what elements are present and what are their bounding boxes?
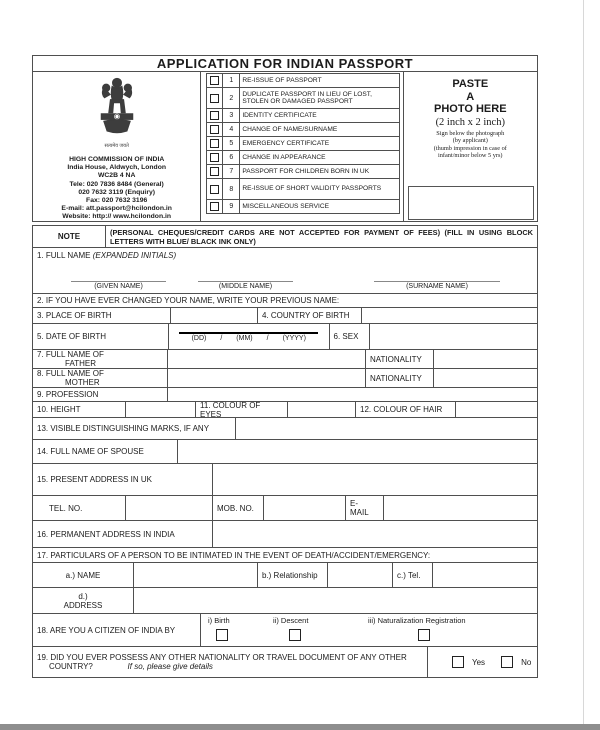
field-label-mother-name: 8. FULL NAME OF MOTHER bbox=[33, 369, 168, 387]
service-label: RE-ISSUE OF PASSPORT bbox=[242, 76, 322, 84]
field-label-emergency-tel: c.) Tel. bbox=[393, 563, 433, 587]
address-line: E-mail: att.passport@hcilondon.in bbox=[61, 205, 172, 213]
colour-of-hair-input[interactable] bbox=[456, 402, 537, 417]
sex-input[interactable] bbox=[370, 324, 538, 349]
photo-note-line: (by applicant) bbox=[452, 137, 488, 145]
field-label-spouse-name: 14. FULL NAME OF SPOUSE bbox=[33, 440, 178, 463]
field-label-father-name: 7. FULL NAME OF FATHER bbox=[33, 350, 168, 368]
yes-label: Yes bbox=[472, 657, 486, 667]
field-label-sex: 6. SEX bbox=[330, 324, 370, 349]
citizen-by-naturalization-checkbox[interactable] bbox=[418, 629, 430, 641]
field-label-colour-of-hair: 12. COLOUR OF HAIR bbox=[356, 402, 456, 417]
service-number: 9 bbox=[223, 200, 240, 213]
field-label-tel-no: TEL. NO. bbox=[33, 496, 126, 520]
mob-no-input[interactable] bbox=[264, 496, 346, 520]
citizen-by-birth-checkbox[interactable] bbox=[216, 629, 228, 641]
service-row bbox=[207, 200, 398, 214]
address-line: Website: http:// www.hcilondon.in bbox=[62, 213, 172, 221]
service-2-checkbox[interactable] bbox=[210, 94, 219, 103]
address-line: WC2B 4 NA bbox=[97, 172, 136, 180]
present-address-uk-input[interactable] bbox=[213, 464, 537, 495]
service-label: IDENTITY CERTIFICATE bbox=[242, 111, 317, 119]
emergency-name-input[interactable] bbox=[134, 563, 258, 587]
service-9-checkbox[interactable] bbox=[210, 202, 219, 211]
height-input[interactable] bbox=[126, 402, 196, 417]
field-label-emergency-name: a.) NAME bbox=[33, 563, 134, 587]
other-nationality-hint: If so, please give details bbox=[127, 662, 213, 671]
mm-label: (MM) bbox=[236, 334, 253, 342]
citizen-by-descent-checkbox[interactable] bbox=[289, 629, 301, 641]
slash: / bbox=[220, 334, 223, 342]
ashoka-emblem-icon bbox=[92, 76, 142, 138]
service-row bbox=[207, 123, 398, 137]
service-5-checkbox[interactable] bbox=[210, 139, 219, 148]
service-label: MISCELLANEOUS SERVICE bbox=[242, 202, 330, 210]
service-number: 8 bbox=[223, 179, 240, 199]
paste-photo-line: PHOTO HERE bbox=[434, 103, 507, 115]
service-3-checkbox[interactable] bbox=[210, 111, 219, 120]
mother-nationality-input[interactable] bbox=[434, 369, 537, 387]
slash: / bbox=[266, 334, 269, 342]
service-row bbox=[207, 74, 398, 88]
spouse-name-input[interactable] bbox=[178, 440, 537, 463]
no-label: No bbox=[521, 657, 532, 667]
place-of-birth-input[interactable] bbox=[171, 308, 258, 323]
field-label-email: E- MAIL bbox=[346, 496, 384, 520]
field-label-previous-name[interactable]: 2. IF YOU HAVE EVER CHANGED YOUR NAME, WRITE YOUR PREVIOUS NAME: bbox=[37, 296, 340, 305]
emergency-address-input[interactable] bbox=[134, 588, 537, 613]
citizen-by-naturalization-label: iii) Naturalization Registration bbox=[368, 616, 466, 625]
service-number: 5 bbox=[223, 137, 240, 150]
service-row bbox=[207, 109, 398, 123]
service-label: PASSPORT FOR CHILDREN BORN IN UK bbox=[242, 167, 370, 175]
note-text: (PERSONAL CHEQUES/CREDIT CARDS ARE NOT ACCEPTED FOR PAYMENT OF FEES) (FILL IN USING BLOCK LETTERS WITH BLUE/ BLACK INK ONLY) bbox=[110, 228, 533, 246]
field-label-other-nationality: 19. DID YOU EVER POSSESS ANY OTHER NATIONALITY OR TRAVEL DOCUMENT OF ANY OTHER COUNTRY? If so, please give details bbox=[33, 647, 428, 677]
field-label-country-of-birth: 4. COUNTRY OF BIRTH bbox=[258, 308, 362, 323]
colour-of-eyes-input[interactable] bbox=[288, 402, 356, 417]
photo-note-line: (thumb impression in case of bbox=[433, 144, 507, 152]
note-label: NOTE bbox=[33, 226, 106, 247]
field-label-present-address-uk: 15. PRESENT ADDRESS IN UK bbox=[33, 464, 213, 495]
service-6-checkbox[interactable] bbox=[210, 153, 219, 162]
service-number: 7 bbox=[223, 165, 240, 178]
service-7-checkbox[interactable] bbox=[210, 167, 219, 176]
no-checkbox[interactable] bbox=[501, 656, 513, 668]
service-label: CHANGE OF NAME/SURNAME bbox=[242, 125, 338, 133]
emergency-tel-input[interactable] bbox=[433, 563, 537, 587]
service-row bbox=[207, 151, 398, 165]
mother-nationality-label: NATIONALITY bbox=[366, 369, 434, 387]
photo-paste-area bbox=[404, 72, 537, 222]
field-row-full-name[interactable] bbox=[33, 248, 537, 294]
photo-note-line: infant/minor below 5 yrs) bbox=[438, 152, 503, 160]
distinguishing-marks-input[interactable] bbox=[236, 418, 537, 439]
service-4-checkbox[interactable] bbox=[210, 125, 219, 134]
photo-size-note: (2 inch x 2 inch) bbox=[435, 116, 505, 128]
yyyy-label: (YYYY) bbox=[282, 334, 306, 342]
service-label: EMERGENCY CERTIFICATE bbox=[242, 139, 330, 147]
page-bottom-bar bbox=[0, 724, 600, 730]
paste-photo-line: PASTE bbox=[452, 78, 489, 90]
field-label-height: 10. HEIGHT bbox=[33, 402, 126, 417]
dd-label: (DD) bbox=[191, 334, 207, 342]
citizen-by-birth-label: i) Birth bbox=[208, 616, 230, 625]
address-line: Fax: 020 7632 3196 bbox=[86, 197, 148, 205]
address-line: HIGH COMMISSION OF INDIA bbox=[69, 156, 165, 163]
surname-label: (SURNAME NAME) bbox=[374, 281, 500, 290]
service-number: 6 bbox=[223, 151, 240, 164]
mother-name-input[interactable] bbox=[168, 369, 366, 387]
citizen-by-descent-label: ii) Descent bbox=[273, 616, 309, 625]
profession-input[interactable] bbox=[168, 388, 537, 401]
service-label: DUPLICATE PASSPORT IN LIEU OF LOST, STOLEN OR DAMAGED PASSPORT bbox=[242, 90, 372, 105]
field-label-date-of-birth: 5. DATE OF BIRTH bbox=[33, 324, 169, 349]
service-8-checkbox[interactable] bbox=[210, 185, 219, 194]
field-label-colour-of-eyes: 11. COLOUR OF EYES bbox=[196, 402, 288, 417]
service-number: 1 bbox=[223, 74, 240, 87]
service-row bbox=[207, 88, 398, 109]
father-nationality-input[interactable] bbox=[434, 350, 537, 368]
field-label-emergency-address: d.) ADDRESS bbox=[33, 588, 134, 613]
field-label-citizen-of-india: 18. ARE YOU A CITIZEN OF INDIA BY bbox=[33, 614, 201, 646]
field-label-place-of-birth: 3. PLACE OF BIRTH bbox=[33, 308, 171, 323]
address-line: Tele: 020 7836 8484 (General) bbox=[69, 180, 164, 188]
field-label-profession: 9. PROFESSION bbox=[33, 388, 168, 401]
father-nationality-label: NATIONALITY bbox=[366, 350, 434, 368]
email-input[interactable] bbox=[384, 496, 537, 520]
field-label-full-name: 1. FULL NAME bbox=[37, 251, 91, 260]
photo-note-line: Sign below the photograph bbox=[436, 129, 505, 137]
field-label-mob-no: MOB. NO. bbox=[213, 496, 264, 520]
address-line: 020 7632 3119 (Enquiry) bbox=[78, 188, 156, 196]
service-number: 3 bbox=[223, 109, 240, 122]
service-row bbox=[207, 179, 398, 200]
field-label-expanded-initials: (EXPANDED INITIALS) bbox=[92, 251, 177, 260]
country-of-birth-input[interactable] bbox=[362, 308, 537, 323]
page-title: APPLICATION FOR INDIAN PASSPORT bbox=[33, 56, 537, 72]
field-label-emergency-contact: 17. PARTICULARS OF A PERSON TO BE INTIMATED IN THE EVENT OF DEATH/ACCIDENT/EMERGENCY: bbox=[37, 550, 431, 560]
service-row bbox=[207, 165, 398, 179]
middle-name-label: (MIDDLE NAME) bbox=[198, 281, 293, 290]
field-label-emergency-relationship: b.) Relationship bbox=[258, 563, 328, 587]
father-name-input[interactable] bbox=[168, 350, 366, 368]
form-header-section bbox=[32, 55, 538, 222]
service-number: 4 bbox=[223, 123, 240, 136]
emergency-relationship-input[interactable] bbox=[328, 563, 393, 587]
service-label: RE-ISSUE OF SHORT VALIDITY PASSPORTS bbox=[242, 185, 382, 193]
yes-checkbox[interactable] bbox=[452, 656, 464, 668]
date-of-birth-input[interactable] bbox=[169, 324, 330, 349]
permanent-address-india-input[interactable] bbox=[213, 521, 537, 547]
service-number: 2 bbox=[223, 88, 240, 108]
signature-box[interactable] bbox=[408, 186, 534, 220]
mission-address-block bbox=[33, 72, 201, 222]
date-write-line bbox=[179, 332, 318, 334]
service-label: CHANGE IN APPEARANCE bbox=[242, 153, 326, 161]
address-line: India House, Aldwych, London bbox=[67, 164, 166, 172]
service-row bbox=[207, 137, 398, 151]
field-label-permanent-address-india: 16. PERMANENT ADDRESS IN INDIA bbox=[33, 521, 213, 547]
emblem-caption: सत्यमेव जयते bbox=[104, 143, 129, 149]
field-label-distinguishing-marks: 13. VISIBLE DISTINGUISHING MARKS, IF ANY bbox=[33, 418, 236, 439]
yes-no-cell bbox=[428, 647, 537, 677]
service-1-checkbox[interactable] bbox=[210, 76, 219, 85]
given-name-label: (GIVEN NAME) bbox=[71, 281, 166, 290]
paste-photo-line: A bbox=[466, 90, 475, 103]
service-type-table bbox=[206, 73, 399, 214]
form-fields-section bbox=[32, 225, 538, 678]
sheet-edge bbox=[583, 0, 584, 730]
tel-no-input[interactable] bbox=[126, 496, 213, 520]
